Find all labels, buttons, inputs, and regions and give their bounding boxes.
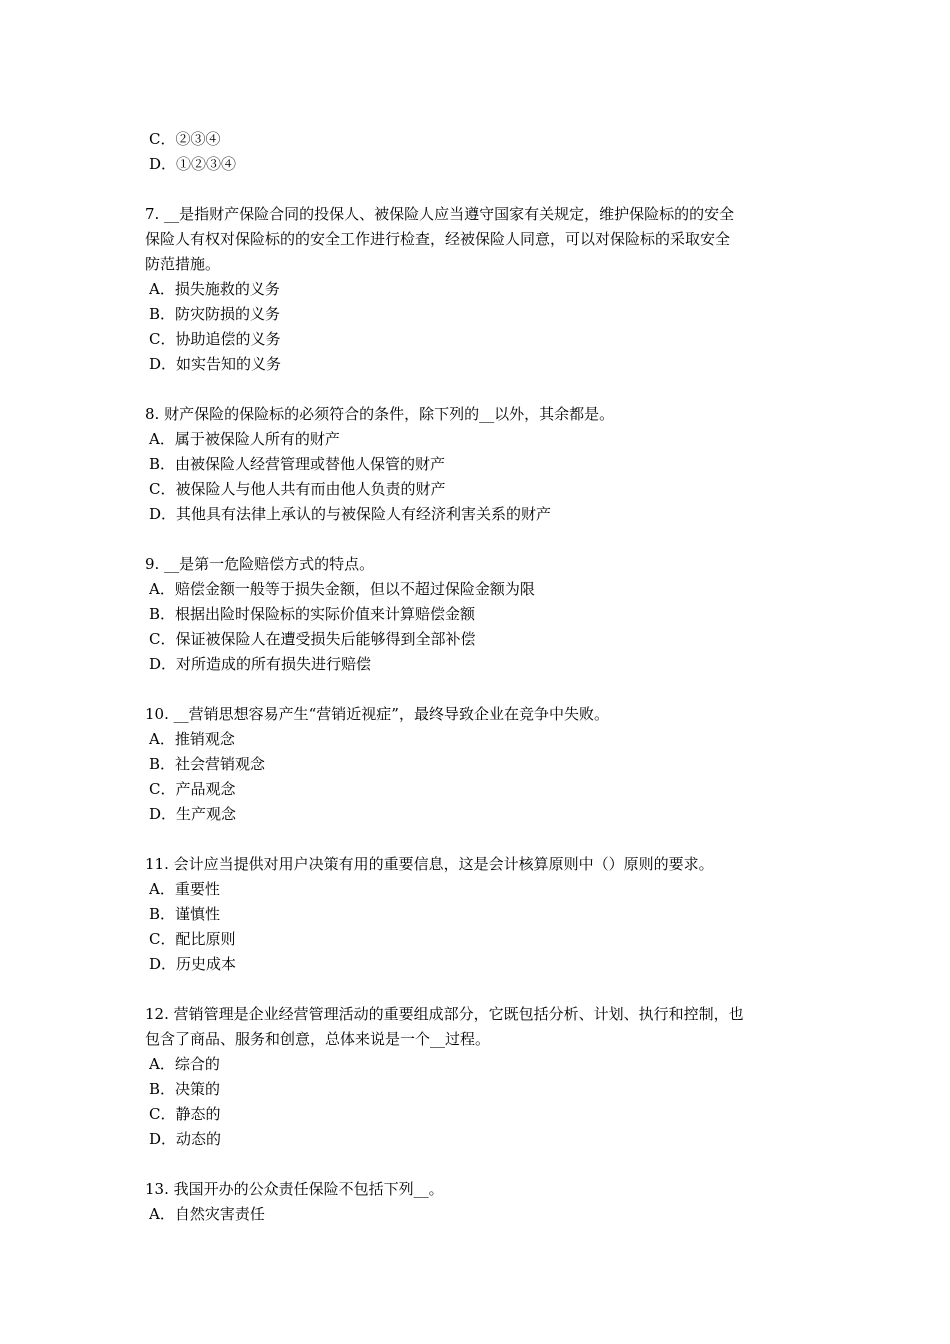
option-c: C．保证被保险人在遭受损失后能够得到全部补偿 <box>149 630 476 648</box>
option-d: D．对所造成的所有损失进行赔偿 <box>149 655 372 673</box>
option-c: C．被保险人与他人共有而由他人负责的财产 <box>149 480 446 498</box>
question-text: 13. 我国开办的公众责任保险不包括下列__。 <box>145 1180 444 1198</box>
question-text: 9. __是第一危险赔偿方式的特点。 <box>145 555 375 573</box>
question-block <box>145 1177 810 1227</box>
option-b: B．根据出险时保险标的实际价值来计算赔偿金额 <box>149 605 476 623</box>
question-text: 10. __营销思想容易产生“营销近视症”，最终导致企业在竞争中失败。 <box>145 705 609 723</box>
question-text: 保险人有权对保险标的的安全工作进行检查，经被保险人同意，可以对保险标的采取安全 <box>145 230 731 248</box>
option-c: C．协助追偿的义务 <box>149 330 281 348</box>
option-c: C．配比原则 <box>149 930 236 948</box>
option-d: D．历史成本 <box>149 955 237 973</box>
question-block <box>145 702 810 827</box>
question-text: 7. __是指财产保险合同的投保人、被保险人应当遵守国家有关规定，维护保险标的的安全 <box>145 205 735 223</box>
option-a: A．推销观念 <box>149 730 235 748</box>
option-a: A．损失施救的义务 <box>149 280 280 298</box>
option-a: A．自然灾害责任 <box>149 1205 265 1223</box>
question-text: 包含了商品、服务和创意，总体来说是一个__过程。 <box>145 1030 491 1048</box>
option-d: D．①②③④ <box>149 155 237 173</box>
question-text: 12. 营销管理是企业经营管理活动的重要组成部分，它既包括分析、计划、执行和控制，也 <box>145 1005 744 1023</box>
option-a: A．重要性 <box>149 880 220 898</box>
question-text: 防范措施。 <box>145 255 221 273</box>
option-d: D．生产观念 <box>149 805 237 823</box>
option-d: D．如实告知的义务 <box>149 355 282 373</box>
option-c: C．静态的 <box>149 1105 221 1123</box>
question-block <box>145 552 810 677</box>
question-block <box>145 1002 810 1152</box>
question-list <box>145 127 810 1227</box>
option-b: B．决策的 <box>149 1080 221 1098</box>
option-a: A．综合的 <box>149 1055 220 1073</box>
option-c: C．产品观念 <box>149 780 236 798</box>
option-a: A．赔偿金额一般等于损失金额，但以不超过保险金额为限 <box>149 580 535 598</box>
question-block <box>145 127 810 177</box>
question-block <box>145 202 810 377</box>
option-b: B．谨慎性 <box>149 905 221 923</box>
question-text: 11. 会计应当提供对用户决策有用的重要信息，这是会计核算原则中（）原则的要求。 <box>145 855 714 873</box>
question-text: 8. 财产保险的保险标的必须符合的条件，除下列的__以外，其余都是。 <box>145 405 615 423</box>
question-block <box>145 402 810 527</box>
option-b: B．由被保险人经营管理或替他人保管的财产 <box>149 455 446 473</box>
option-c: C．②③④ <box>149 130 221 148</box>
option-d: D．动态的 <box>149 1130 222 1148</box>
option-b: B．社会营销观念 <box>149 755 266 773</box>
option-d: D．其他具有法律上承认的与被保险人有经济利害关系的财产 <box>149 505 552 523</box>
option-b: B．防灾防损的义务 <box>149 305 281 323</box>
question-block <box>145 852 810 977</box>
option-a: A．属于被保险人所有的财产 <box>149 430 340 448</box>
